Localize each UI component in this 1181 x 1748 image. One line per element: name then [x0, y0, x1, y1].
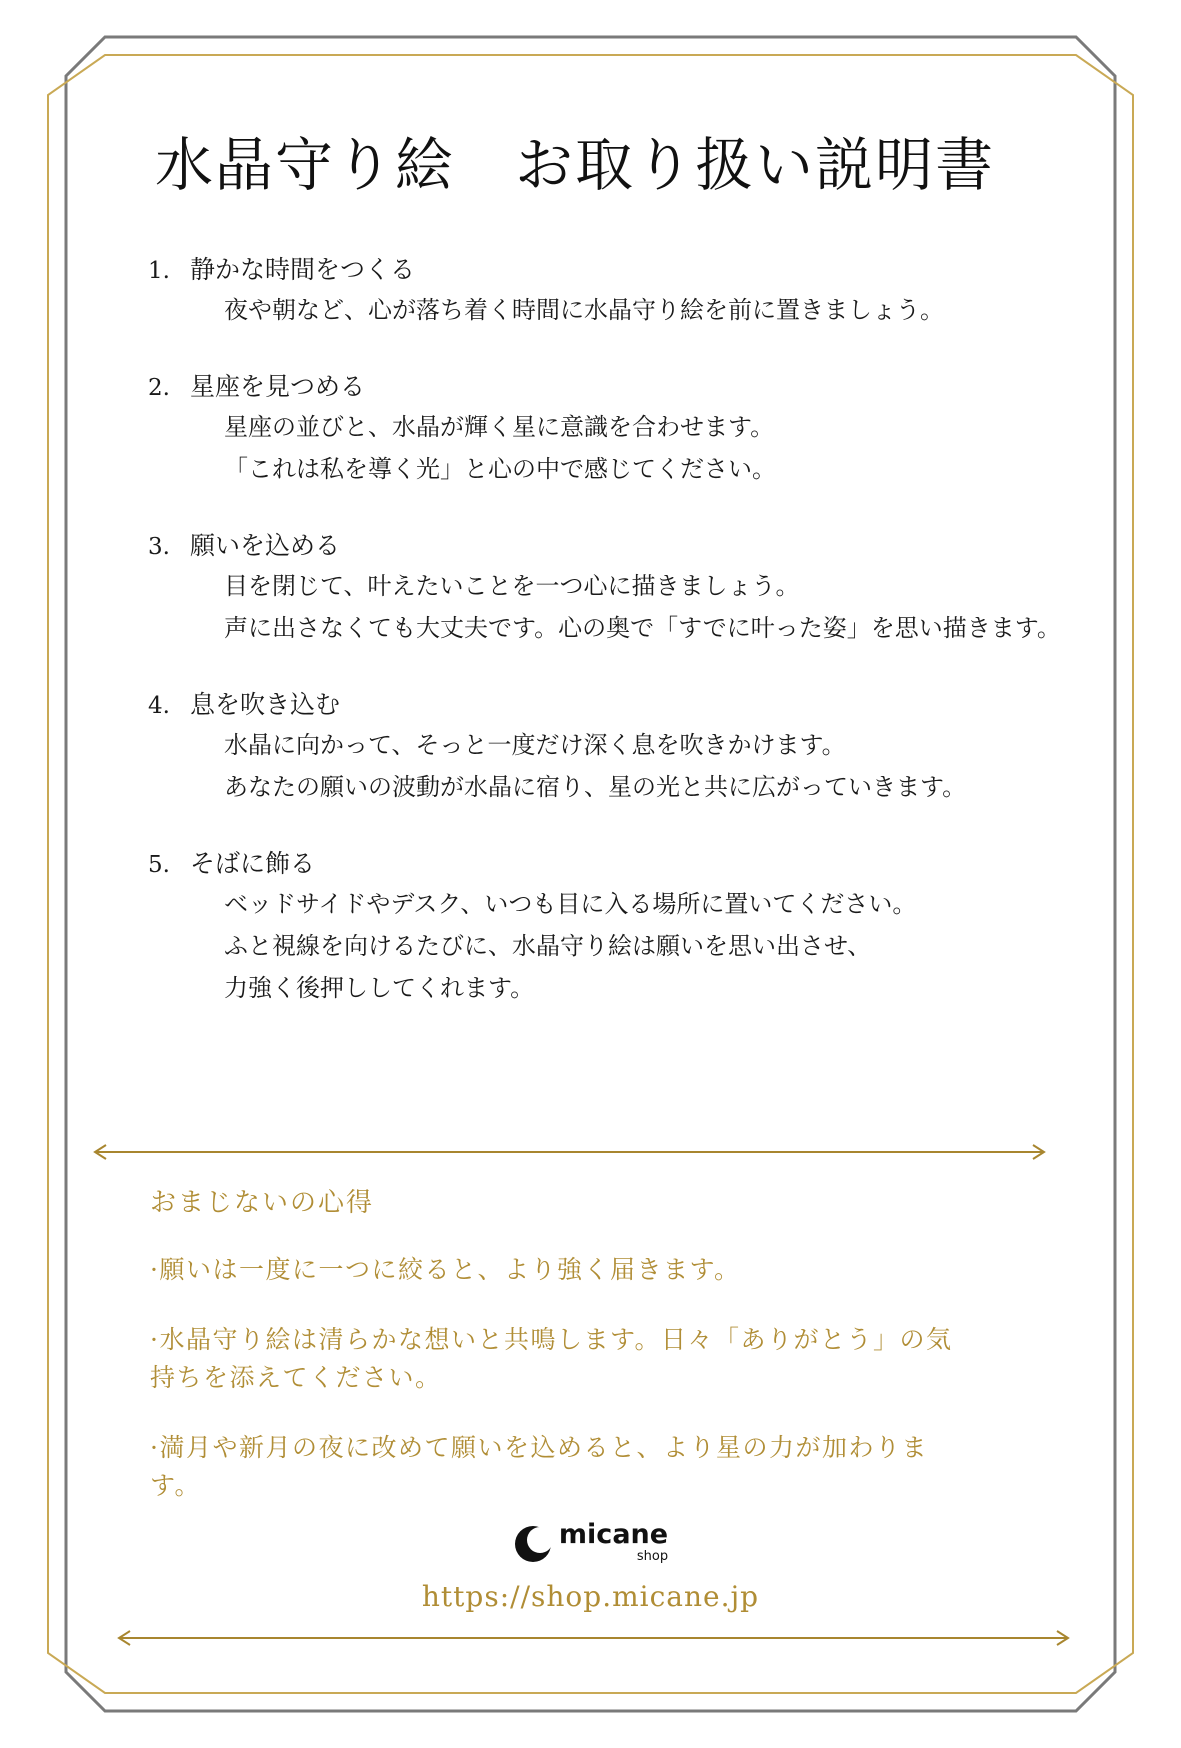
step-number: 3.: [148, 534, 170, 560]
step-heading: [148, 252, 1148, 289]
step-heading: [148, 846, 1148, 883]
micane-logo: [0, 1520, 1181, 1570]
step-heading-text: そばに飾る: [190, 849, 316, 878]
step-description-line: 夜や朝など、心が落ち着く時間に水晶守り絵を前に置きましょう。: [224, 296, 944, 324]
shop-url[interactable]: https://shop.micane.jp: [421, 1580, 760, 1613]
step-number: 2.: [148, 375, 170, 401]
step-heading: [148, 528, 1148, 565]
step-description-line: ふと視線を向けるたびに、水晶守り絵は願いを思い出させ、: [224, 932, 872, 960]
step-item: [148, 846, 1148, 1009]
step-description-line: あなたの願いの波動が水晶に宿り、星の光と共に広がっていきます。: [224, 773, 967, 801]
step-item: [148, 369, 1148, 490]
tip-item: ·水晶守り絵は清らかな想いと共鳴します。日々「ありがとう」の気持ちを添えてください。: [150, 1325, 953, 1392]
tip-item: ·満月や新月の夜に改めて願いを込めると、より星の力が加わります。: [150, 1433, 928, 1500]
upper-divider: [92, 1142, 1047, 1162]
step-description-line: 水晶に向かって、そっと一度だけ深く息を吹きかけます。: [224, 731, 846, 759]
crescent-moon-icon: [513, 1524, 553, 1564]
step-description-line: 力強く後押ししてくれます。: [224, 974, 535, 1002]
step-number: 5.: [148, 852, 170, 878]
logo-subtext: shop: [636, 1549, 669, 1564]
step-number: 1.: [148, 258, 170, 284]
tips-section: [150, 1182, 970, 1537]
step-description-line: 「これは私を導く光」と心の中で感じてください。: [224, 455, 776, 483]
step-heading-text: 願いを込める: [190, 531, 341, 560]
step-heading-text: 星座を見つめる: [190, 372, 366, 401]
step-description-line: 声に出さなくても大丈夫です。心の奥で「すでに叶った姿」を思い描きます。: [224, 614, 1061, 642]
step-heading: [148, 687, 1148, 724]
step-heading: [148, 369, 1148, 406]
step-item: [148, 687, 1148, 808]
step-description-line: ベッドサイドやデスク、いつも目に入る場所に置いてください。: [224, 890, 917, 918]
tips-title: おまじないの心得: [150, 1188, 375, 1218]
step-heading-text: 息を吹き込む: [190, 690, 341, 719]
step-description-line: 星座の並びと、水晶が輝く星に意識を合わせます。: [224, 413, 775, 441]
step-description-line: 目を閉じて、叶えたいことを一つ心に描きましょう。: [224, 572, 800, 600]
lower-divider: [116, 1628, 1071, 1648]
step-heading-text: 静かな時間をつくる: [190, 255, 416, 284]
tip-item: ·願いは一度に一つに絞ると、より強く届きます。: [150, 1255, 741, 1284]
step-item: [148, 252, 1148, 331]
page-title: 水晶守り絵 お取り扱い説明書: [155, 131, 996, 199]
step-number: 4.: [148, 693, 170, 719]
instruction-steps: [148, 252, 1148, 1047]
logo-wordmark: micane: [558, 1519, 669, 1550]
step-item: [148, 528, 1148, 649]
